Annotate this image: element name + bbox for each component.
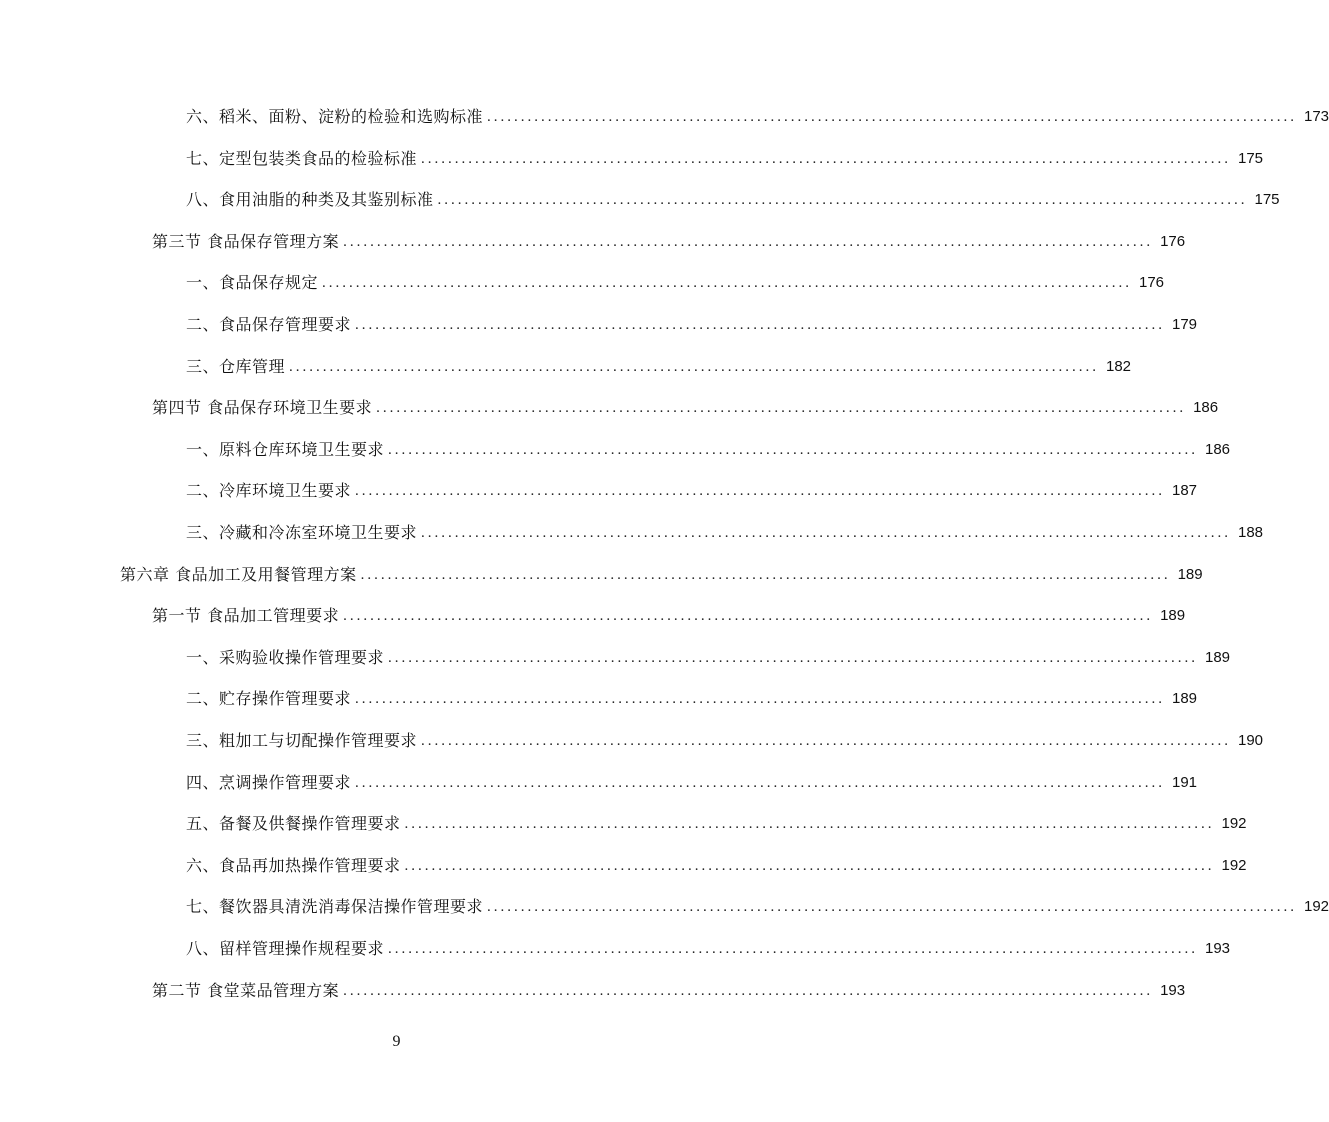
toc-entry bbox=[186, 812, 1247, 836]
toc-entry-page: 193 bbox=[1160, 982, 1186, 999]
toc-entry bbox=[186, 521, 1264, 545]
toc-entry-page: 176 bbox=[1138, 274, 1165, 291]
toc-dot-leader: ........................................................................................................................ bbox=[421, 525, 1232, 541]
toc-dot-leader: ........................................................................................................................ bbox=[376, 400, 1187, 416]
toc-entry-page: 192 bbox=[1221, 857, 1247, 874]
toc-dot-leader: ........................................................................................................................ bbox=[355, 317, 1166, 333]
toc-entry-title: 七、定型包装类食品的检验标准 bbox=[186, 149, 418, 168]
toc-entry bbox=[186, 271, 1165, 295]
toc-entry-page: 192 bbox=[1221, 815, 1247, 832]
page-number: 9 bbox=[392, 1033, 401, 1050]
toc-entry-page: 186 bbox=[1193, 399, 1219, 416]
toc-entry-page: 175 bbox=[1254, 191, 1280, 208]
toc-dot-leader: ........................................................................................................................ bbox=[355, 775, 1166, 791]
toc-dot-leader: ........................................................................................................................ bbox=[388, 442, 1199, 458]
toc-entry bbox=[186, 188, 1280, 212]
toc-entry bbox=[152, 230, 1186, 254]
toc-entry bbox=[186, 729, 1264, 753]
toc-entry-page: 189 bbox=[1171, 690, 1198, 707]
toc-entry-title: 二、冷库环境卫生要求 bbox=[186, 481, 352, 500]
toc-entry bbox=[186, 313, 1198, 337]
toc-entry-title: 二、食品保存管理要求 bbox=[186, 315, 352, 334]
toc-dot-leader: ........................................................................................................................ bbox=[421, 733, 1232, 749]
toc-dot-leader: ........................................................................................................................ bbox=[355, 483, 1166, 499]
toc-entry-page: 192 bbox=[1303, 898, 1329, 915]
toc-entry-title: 三、粗加工与切配操作管理要求 bbox=[186, 731, 418, 750]
toc-entry bbox=[186, 646, 1231, 670]
toc-entry-title: 八、留样管理操作规程要求 bbox=[186, 939, 385, 958]
toc-entry bbox=[186, 937, 1231, 961]
toc-entry-title: 第三节 食品保存管理方案 bbox=[152, 232, 340, 251]
toc-entry bbox=[152, 979, 1186, 1003]
toc-entry bbox=[152, 396, 1219, 420]
toc-entry-page: 173 bbox=[1303, 108, 1329, 125]
toc-entry bbox=[186, 771, 1198, 795]
toc-entry-page: 176 bbox=[1160, 233, 1186, 250]
toc-entry-title: 第一节 食品加工管理要求 bbox=[152, 606, 340, 625]
toc-dot-leader: ........................................................................................................................ bbox=[343, 234, 1154, 250]
toc-dot-leader: ........................................................................................................................ bbox=[437, 192, 1248, 208]
toc-dot-leader: ........................................................................................................................ bbox=[289, 359, 1100, 375]
toc-entry-title: 第六章 食品加工及用餐管理方案 bbox=[120, 565, 357, 584]
toc-dot-leader: ........................................................................................................................ bbox=[404, 816, 1215, 832]
toc-dot-leader: ........................................................................................................................ bbox=[343, 983, 1154, 999]
toc-entry-title: 八、食用油脂的种类及其鉴别标准 bbox=[186, 190, 434, 209]
toc-entry-page: 179 bbox=[1171, 316, 1198, 333]
toc-dot-leader: ........................................................................................................................ bbox=[388, 941, 1199, 957]
toc-dot-leader: ........................................................................................................................ bbox=[487, 899, 1298, 915]
toc-dot-leader: ........................................................................................................................ bbox=[421, 151, 1232, 167]
toc-entry-title: 第二节 食堂菜品管理方案 bbox=[152, 981, 340, 1000]
toc-entry-page: 189 bbox=[1160, 607, 1186, 624]
toc-entry-title: 一、原料仓库环境卫生要求 bbox=[186, 440, 385, 459]
toc-dot-leader: ........................................................................................................................ bbox=[360, 567, 1171, 583]
toc-entry-page: 186 bbox=[1204, 441, 1231, 458]
toc-dot-leader: ........................................................................................................................ bbox=[355, 691, 1166, 707]
toc-entry-page: 190 bbox=[1237, 732, 1264, 749]
toc-dot-leader: ........................................................................................................................ bbox=[322, 275, 1133, 291]
toc-entry-page: 189 bbox=[1204, 649, 1231, 666]
toc-entry-title: 一、采购验收操作管理要求 bbox=[186, 648, 385, 667]
toc-entry-title: 四、烹调操作管理要求 bbox=[186, 773, 352, 792]
toc-entry-page: 175 bbox=[1237, 150, 1264, 167]
toc-entry bbox=[186, 355, 1132, 379]
toc-entry bbox=[120, 563, 1203, 587]
toc-entry-title: 五、备餐及供餐操作管理要求 bbox=[186, 814, 401, 833]
toc-entry-page: 193 bbox=[1204, 940, 1231, 957]
toc-dot-leader: ........................................................................................................................ bbox=[343, 608, 1154, 624]
toc-entry bbox=[186, 854, 1247, 878]
toc-entry-page: 187 bbox=[1171, 482, 1198, 499]
toc-entry-page: 189 bbox=[1177, 566, 1203, 583]
toc-entry bbox=[186, 687, 1198, 711]
toc-entry-title: 六、稻米、面粉、淀粉的检验和选购标准 bbox=[186, 107, 484, 126]
toc-entry-title: 第四节 食品保存环境卫生要求 bbox=[152, 398, 373, 417]
toc-dot-leader: ........................................................................................................................ bbox=[388, 650, 1199, 666]
toc-entry-title: 一、食品保存规定 bbox=[186, 273, 319, 292]
toc-entry-title: 七、餐饮器具清洗消毒保洁操作管理要求 bbox=[186, 897, 484, 916]
toc-entry bbox=[152, 604, 1186, 628]
toc-entry bbox=[186, 147, 1264, 171]
toc-dot-leader: ........................................................................................................................ bbox=[487, 109, 1298, 125]
toc-entry bbox=[186, 895, 1329, 919]
toc-entry-page: 188 bbox=[1237, 524, 1264, 541]
toc-entry bbox=[186, 438, 1231, 462]
toc-dot-leader: ........................................................................................................................ bbox=[404, 858, 1215, 874]
toc-entry bbox=[186, 105, 1329, 129]
toc-entry-title: 六、食品再加热操作管理要求 bbox=[186, 856, 401, 875]
toc-entry-title: 二、贮存操作管理要求 bbox=[186, 689, 352, 708]
toc-entry-page: 182 bbox=[1105, 358, 1132, 375]
toc-entry-title: 三、冷藏和冷冻室环境卫生要求 bbox=[186, 523, 418, 542]
toc-entry-page: 191 bbox=[1171, 774, 1198, 791]
toc-entry-title: 三、仓库管理 bbox=[186, 357, 286, 376]
toc-entry bbox=[186, 479, 1198, 503]
